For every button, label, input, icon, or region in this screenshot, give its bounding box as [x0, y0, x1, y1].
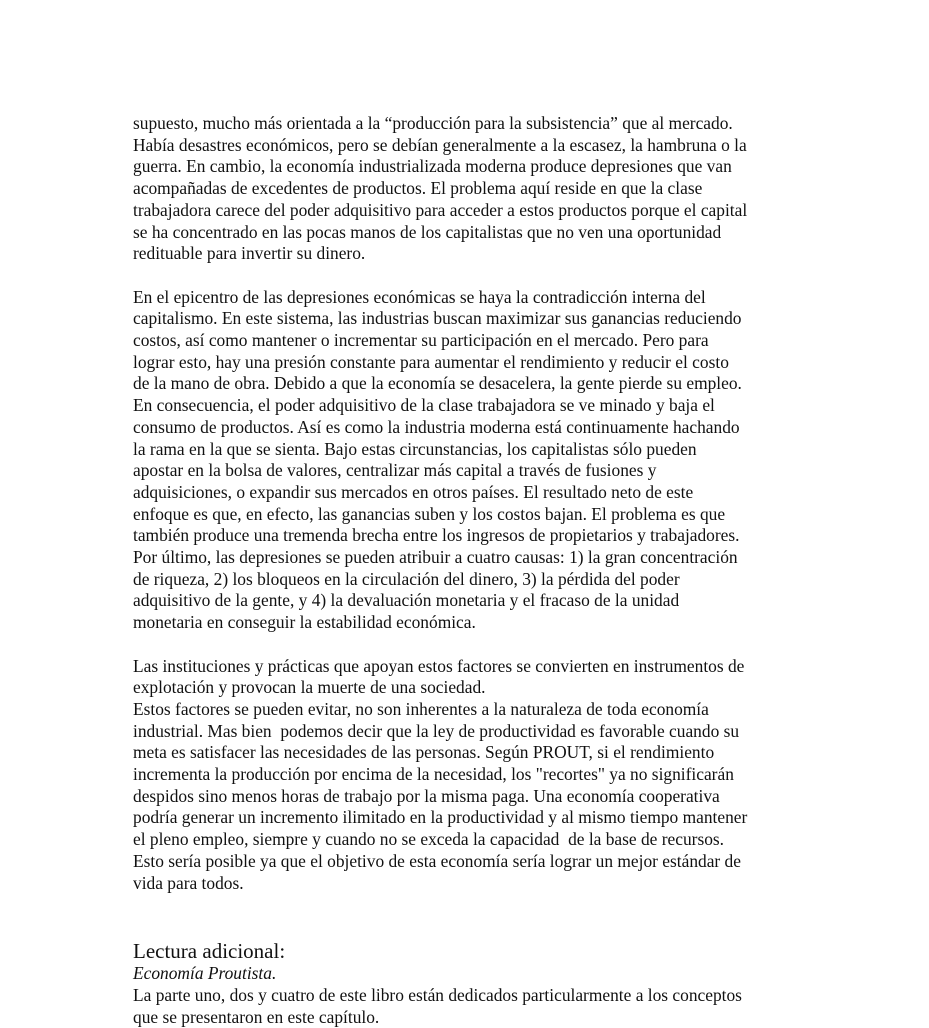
paragraph-spacer: [133, 634, 813, 656]
text-line: La parte uno, dos y cuatro de este libro están dedicados particularmente a los conceptos: [133, 984, 742, 1005]
text-line: vida para todos.: [133, 872, 244, 893]
text-line: industrial. Mas bien podemos decir que la ley de productividad es favorable cuando su: [133, 720, 740, 741]
text-line: supuesto, mucho más orientada a la “producción para la subsistencia” que al mercado.: [133, 113, 733, 133]
text-line: incrementa la producción por encima de la necesidad, los "recortes" ya no significarán: [133, 764, 734, 785]
text-line: se ha concentrado en las pocas manos de los capitalistas que no ven una oportunidad: [133, 221, 722, 242]
text-line: guerra. En cambio, la economía industrializada moderna produce depresiones que van: [133, 156, 732, 177]
text-line: Había desastres económicos, pero se debían generalmente a la escasez, la hambruna o la: [133, 134, 747, 155]
text-line: la rama en la que se sienta. Bajo estas circunstancias, los capitalistas sólo pueden: [133, 438, 697, 459]
text-line: consumo de productos. Así es como la industria moderna está continuamente hachando: [133, 416, 740, 437]
text-line: En el epicentro de las depresiones económicas se haya la contradicción interna del: [133, 286, 706, 307]
text-line: costos, así como mantener o incrementar su participación en el mercado. Pero para: [133, 330, 709, 351]
text-line: apostar en la bolsa de valores, centralizar más capital a través de fusiones y: [133, 460, 657, 481]
text-line: explotación y provocan la muerte de una sociedad.: [133, 677, 486, 698]
text-line: adquisitivo de la gente, y 4) la devaluación monetaria y el fracaso de la unidad: [133, 590, 680, 611]
text-line: que se presentaron en este capítulo.: [133, 1006, 380, 1027]
text-line: acompañadas de excedentes de productos. El problema aquí reside en que la clase: [133, 178, 703, 199]
paragraph-capitalism-contradiction: [133, 287, 813, 634]
text-line: meta es satisfacer las necesidades de las personas. Según PROUT, si el rendimiento: [133, 742, 715, 763]
text-line: En consecuencia, el poder adquisitivo de la clase trabajadora se ve minado y baja el: [133, 395, 715, 416]
paragraph-subsistence-economy: [133, 113, 813, 265]
paragraph-spacer: [133, 265, 813, 287]
text-line: capitalismo. En este sistema, las industrias buscan maximizar sus ganancias reduciendo: [133, 308, 742, 329]
further-reading-section: [133, 937, 813, 1028]
text-line: de riqueza, 2) los bloqueos en la circulación del dinero, 3) la pérdida del poder: [133, 568, 680, 589]
text-line: de la mano de obra. Debido a que la economía se desacelera, la gente pierde su empleo.: [133, 373, 742, 394]
text-line: despidos sino menos horas de trabajo por la misma paga. Una economía cooperativa: [133, 785, 720, 806]
text-line: Las instituciones y prácticas que apoyan estos factores se convierten en instrumentos de: [133, 655, 745, 676]
text-line: Por último, las depresiones se pueden atribuir a cuatro causas: 1) la gran concentración: [133, 547, 738, 568]
text-line: redituable para invertir su dinero.: [133, 243, 366, 264]
text-line: enfoque es que, en efecto, las ganancias suben y los costos bajan. El problema es que: [133, 503, 726, 524]
further-reading-heading: Lectura adicional:: [133, 939, 286, 964]
paragraph-prout-productivity: [133, 656, 813, 895]
document-page: [133, 113, 813, 1028]
text-line: el pleno empleo, siempre y cuando no se exceda la capacidad de la base de recursos.: [133, 829, 725, 850]
book-title: Economía Proutista.: [133, 963, 277, 984]
text-line: trabajadora carece del poder adquisitivo para acceder a estos productos porque el capital: [133, 199, 748, 220]
text-line: Esto sería posible ya que el objetivo de esta economía sería lograr un mejor estándar de: [133, 850, 741, 871]
text-line: podría generar un incremento ilimitado en la productividad y al mismo tiempo mantener: [133, 807, 748, 828]
section-spacer: [133, 894, 813, 937]
text-line: también produce una tremenda brecha entre los ingresos de propietarios y trabajadores.: [133, 525, 740, 546]
text-line: adquisiciones, o expandir sus mercados en otros países. El resultado neto de este: [133, 481, 694, 502]
text-line: lograr esto, hay una presión constante para aumentar el rendimiento y reducir el costo: [133, 351, 729, 372]
text-line: monetaria en conseguir la estabilidad económica.: [133, 612, 476, 633]
text-line: Estos factores se pueden evitar, no son inherentes a la naturaleza de toda economía: [133, 698, 709, 719]
